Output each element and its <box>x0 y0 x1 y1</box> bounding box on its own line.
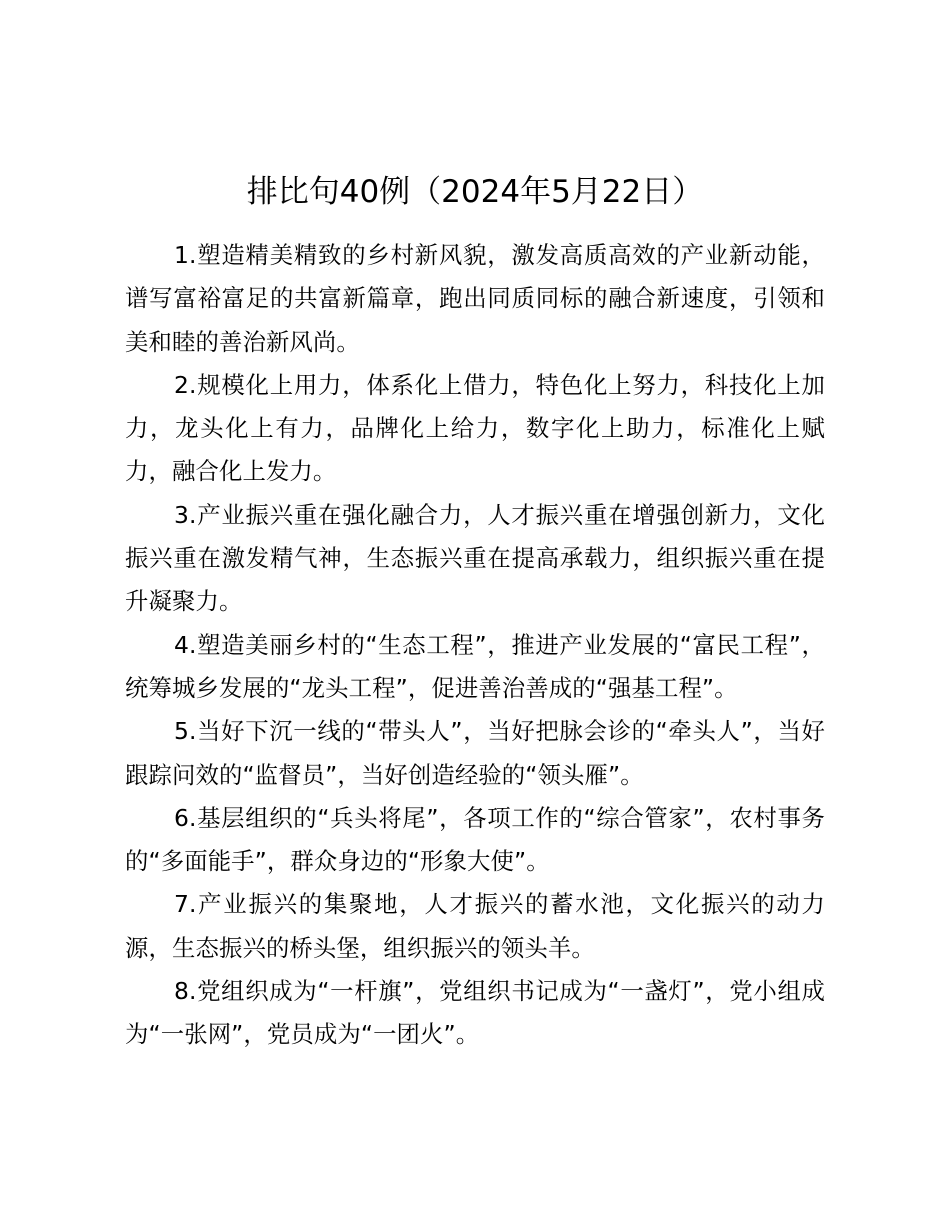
paragraph-7: 7.产业振兴的集聚地，人才振兴的蓄水池，文化振兴的动力源，生态振兴的桥头堡，组织振兴的领头羊。 <box>125 890 825 962</box>
paragraph-5: 5.当好下沉一线的“带头人”，当好把脉会诊的“牵头人”，当好跟踪问效的“监督员”，当好创造经验的“领头雁”。 <box>125 717 825 789</box>
document-body <box>125 234 825 1057</box>
paragraph-1: 1.塑造精美精致的乡村新风貌，激发高质高效的产业新动能，谱写富裕富足的共富新篇章，跑出同质同标的融合新速度，引领和美和睦的善治新风尚。 <box>125 241 825 356</box>
paragraph-4: 4.塑造美丽乡村的“生态工程”，推进产业发展的“富民工程”，统筹城乡发展的“龙头工程”，促进善治善成的“强基工程”。 <box>125 630 825 702</box>
paragraph-6: 6.基层组织的“兵头将尾”，各项工作的“综合管家”，农村事务的“多面能手”，群众身边的“形象大使”。 <box>125 803 825 876</box>
paragraph-8: 8.党组织成为“一杆旗”，党组织书记成为“一盏灯”，党小组成为“一张网”，党员成为“一团火”。 <box>125 977 825 1049</box>
paragraph-2: 2.规模化上用力，体系化上借力，特色化上努力，科技化上加力，龙头化上有力，品牌化上给力，数字化上助力，标准化上赋力，融合化上发力。 <box>125 370 825 486</box>
paragraph-3: 3.产业振兴重在强化融合力，人才振兴重在增强创新力，文化振兴重在激发精气神，生态振兴重在提高承载力，组织振兴重在提升凝聚力。 <box>125 500 825 616</box>
document-title: 排比句40例（2024年5月22日） <box>246 174 704 210</box>
